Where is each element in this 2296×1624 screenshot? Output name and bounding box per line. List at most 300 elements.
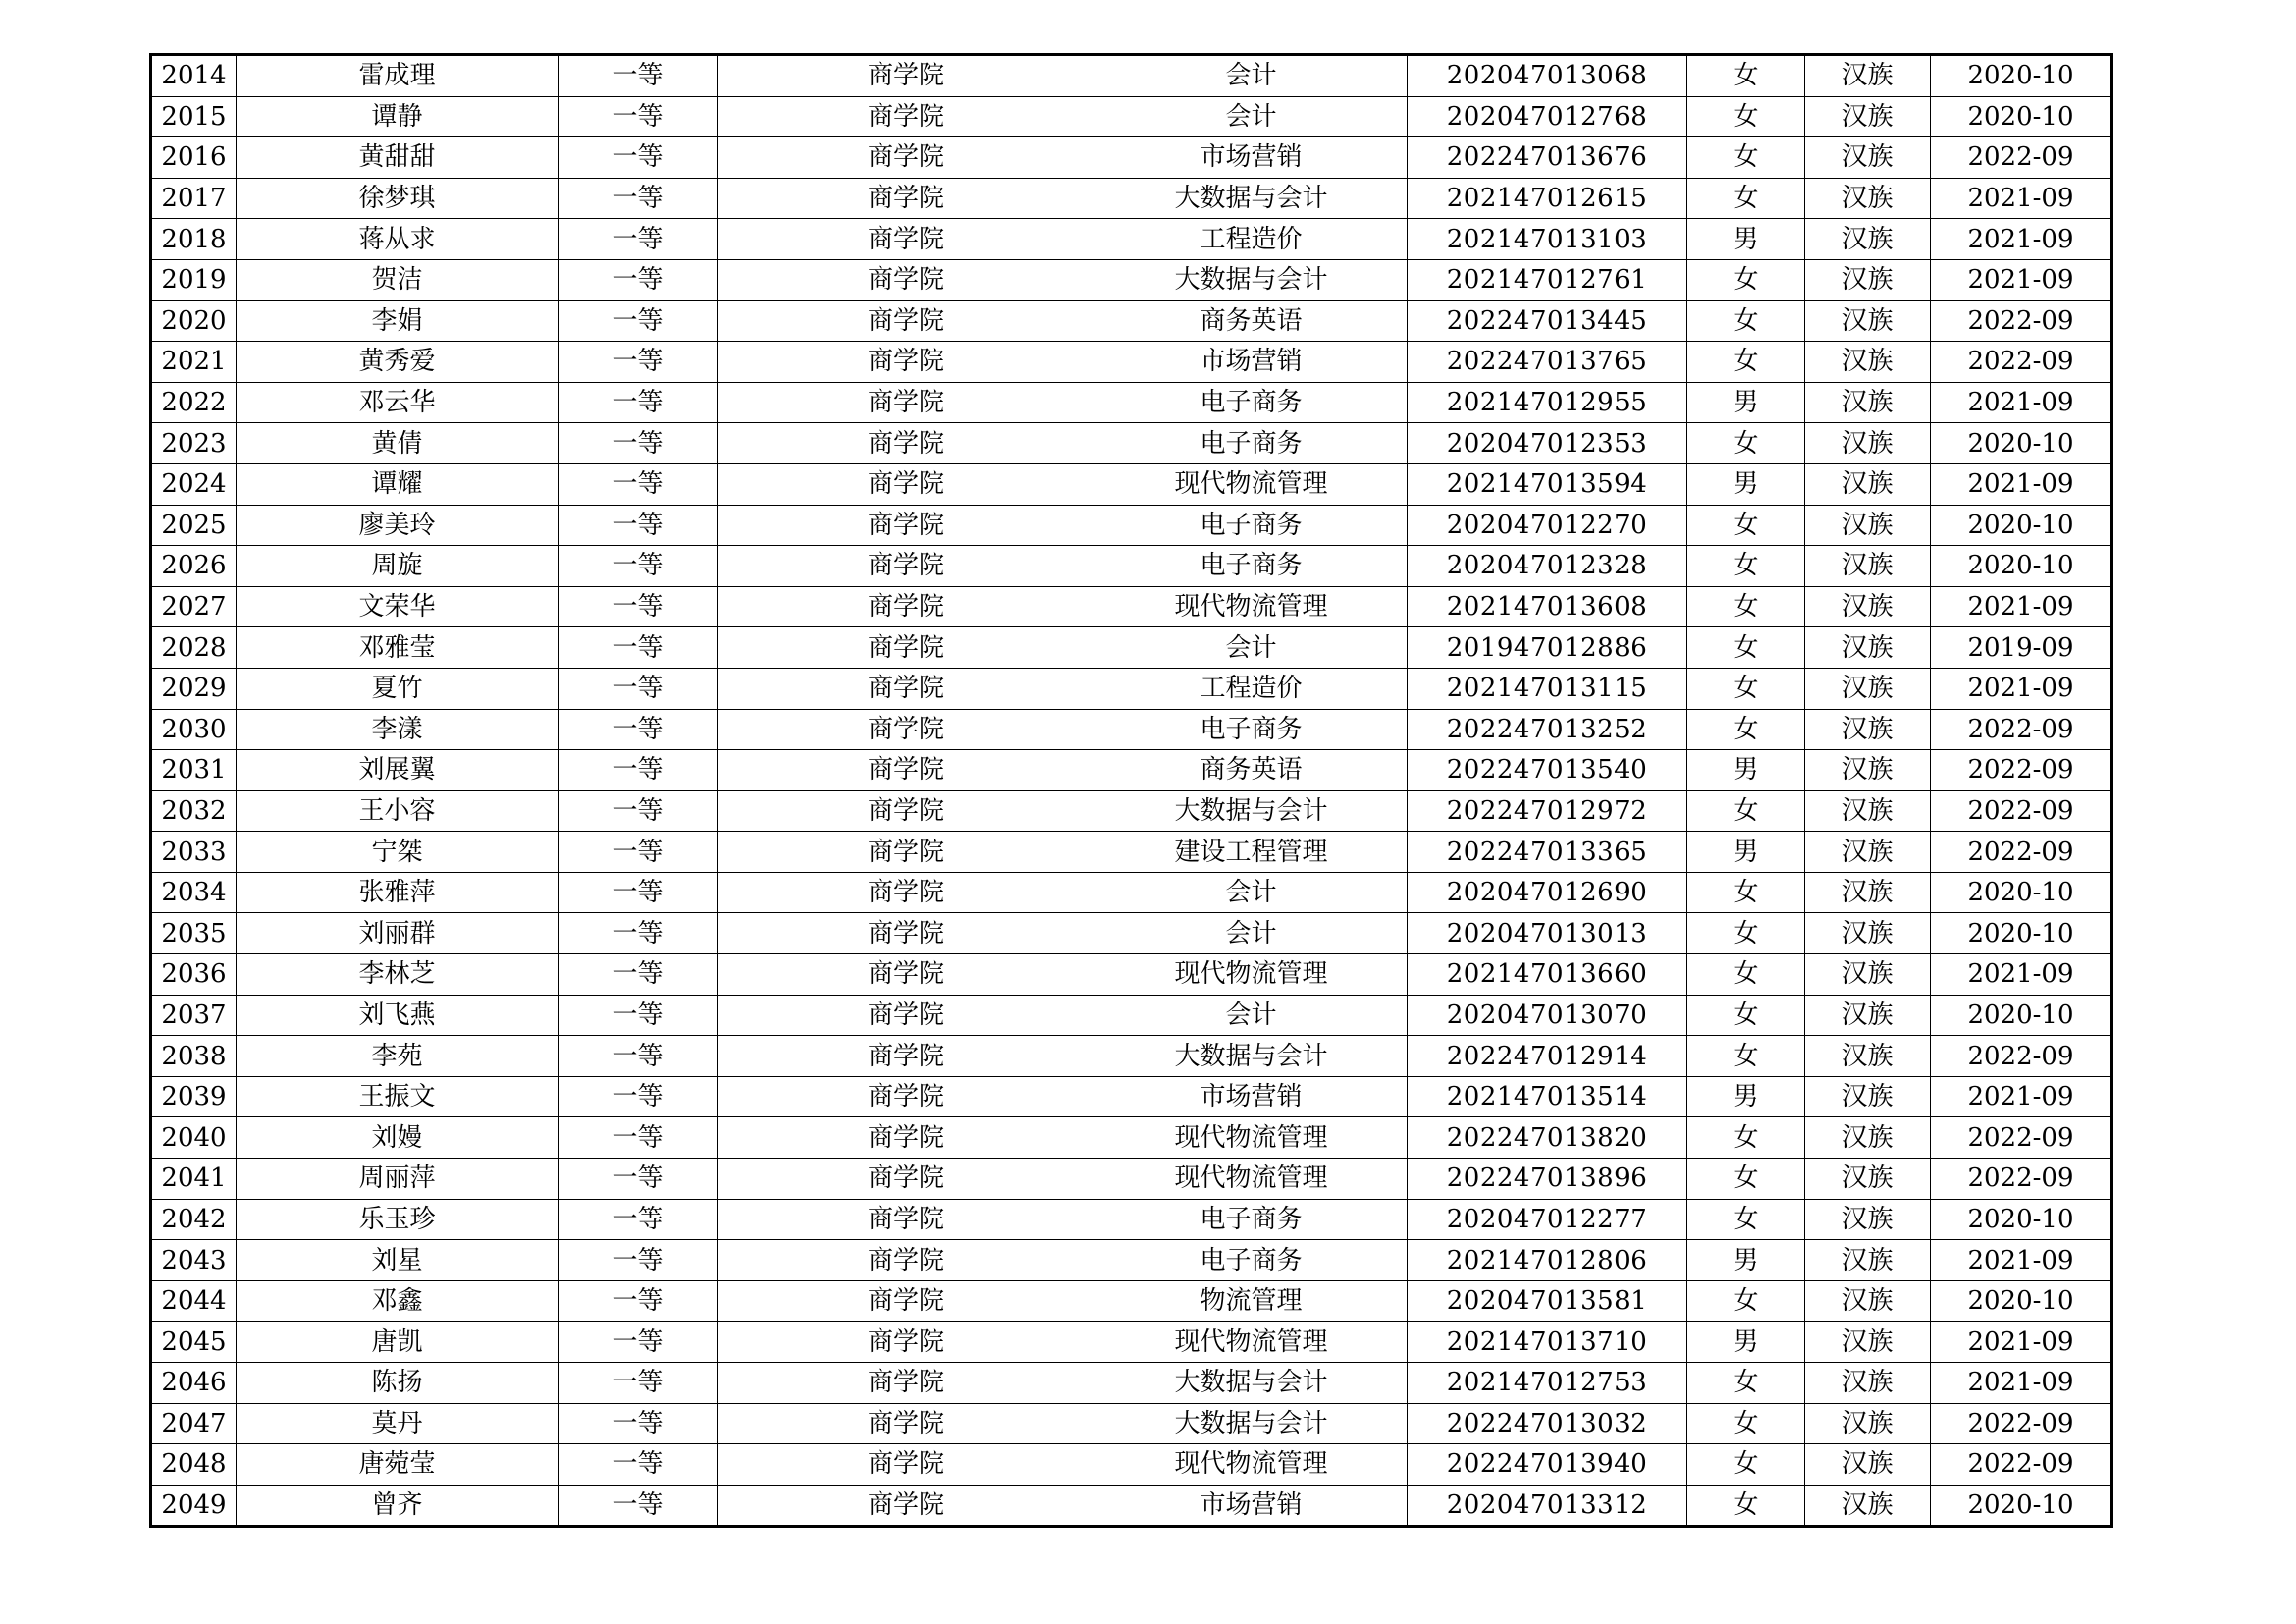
table-row: [151, 1444, 2112, 1486]
gender-cell: 男: [1687, 1322, 1805, 1363]
gender-cell: 男: [1687, 382, 1805, 423]
college-cell: 商学院: [718, 137, 1095, 179]
award-grade-cell: 一等: [559, 1036, 718, 1077]
student-name-cell: 刘星: [237, 1240, 559, 1281]
student-id-cell: 202047013070: [1408, 995, 1687, 1036]
gender-cell: 女: [1687, 995, 1805, 1036]
award-grade-cell: 一等: [559, 178, 718, 219]
table-row: [151, 1280, 2112, 1322]
gender-cell: 女: [1687, 709, 1805, 750]
gender-cell: 女: [1687, 1485, 1805, 1527]
student-name-cell: 谭耀: [237, 463, 559, 505]
major-cell: 建设工程管理: [1095, 832, 1408, 873]
student-id-cell: 202247013365: [1408, 832, 1687, 873]
major-cell: 现代物流管理: [1095, 954, 1408, 996]
gender-cell: 女: [1687, 872, 1805, 913]
student-id-cell: 202247013252: [1408, 709, 1687, 750]
college-cell: 商学院: [718, 463, 1095, 505]
table-row: [151, 342, 2112, 383]
major-cell: 电子商务: [1095, 382, 1408, 423]
enrollment-date-cell: 2022-09: [1931, 342, 2112, 383]
award-grade-cell: 一等: [559, 546, 718, 587]
table-row: [151, 832, 2112, 873]
gender-cell: 女: [1687, 668, 1805, 709]
award-grade-cell: 一等: [559, 750, 718, 791]
gender-cell: 女: [1687, 137, 1805, 179]
student-id-cell: 202047012353: [1408, 423, 1687, 464]
gender-cell: 女: [1687, 586, 1805, 627]
student-name-cell: 唐凯: [237, 1322, 559, 1363]
major-cell: 会计: [1095, 913, 1408, 954]
major-cell: 大数据与会计: [1095, 790, 1408, 832]
award-grade-cell: 一等: [559, 1117, 718, 1159]
major-cell: 现代物流管理: [1095, 463, 1408, 505]
ethnicity-cell: 汉族: [1805, 995, 1931, 1036]
gender-cell: 女: [1687, 1199, 1805, 1240]
row-number-cell: 2028: [151, 627, 237, 669]
ethnicity-cell: 汉族: [1805, 1280, 1931, 1322]
table-row: [151, 463, 2112, 505]
gender-cell: 女: [1687, 546, 1805, 587]
row-number-cell: 2041: [151, 1159, 237, 1200]
student-name-cell: 谭静: [237, 96, 559, 137]
student-id-cell: 202047012270: [1408, 505, 1687, 546]
student-name-cell: 邓云华: [237, 382, 559, 423]
major-cell: 物流管理: [1095, 1280, 1408, 1322]
student-name-cell: 刘嫚: [237, 1117, 559, 1159]
student-id-cell: 202147013594: [1408, 463, 1687, 505]
student-name-cell: 周旋: [237, 546, 559, 587]
award-grade-cell: 一等: [559, 505, 718, 546]
college-cell: 商学院: [718, 832, 1095, 873]
award-grade-cell: 一等: [559, 96, 718, 137]
student-name-cell: 邓鑫: [237, 1280, 559, 1322]
student-id-cell: 202147012761: [1408, 259, 1687, 300]
table-row: [151, 586, 2112, 627]
enrollment-date-cell: 2019-09: [1931, 627, 2112, 669]
award-grade-cell: 一等: [559, 1076, 718, 1117]
gender-cell: 女: [1687, 178, 1805, 219]
major-cell: 大数据与会计: [1095, 178, 1408, 219]
student-id-cell: 202247013765: [1408, 342, 1687, 383]
gender-cell: 女: [1687, 627, 1805, 669]
student-name-cell: 莫丹: [237, 1403, 559, 1444]
enrollment-date-cell: 2021-09: [1931, 382, 2112, 423]
college-cell: 商学院: [718, 96, 1095, 137]
table-row: [151, 954, 2112, 996]
student-name-cell: 张雅萍: [237, 872, 559, 913]
award-grade-cell: 一等: [559, 1280, 718, 1322]
gender-cell: 男: [1687, 832, 1805, 873]
student-name-cell: 黄倩: [237, 423, 559, 464]
row-number-cell: 2025: [151, 505, 237, 546]
major-cell: 市场营销: [1095, 1485, 1408, 1527]
student-id-cell: 202047012768: [1408, 96, 1687, 137]
roster-table-body: [151, 55, 2112, 1527]
award-grade-cell: 一等: [559, 1444, 718, 1486]
row-number-cell: 2047: [151, 1403, 237, 1444]
table-row: [151, 913, 2112, 954]
enrollment-date-cell: 2021-09: [1931, 954, 2112, 996]
gender-cell: 女: [1687, 1117, 1805, 1159]
major-cell: 会计: [1095, 872, 1408, 913]
ethnicity-cell: 汉族: [1805, 1485, 1931, 1527]
table-row: [151, 96, 2112, 137]
ethnicity-cell: 汉族: [1805, 913, 1931, 954]
enrollment-date-cell: 2021-09: [1931, 668, 2112, 709]
enrollment-date-cell: 2022-09: [1931, 1036, 2112, 1077]
table-row: [151, 1036, 2112, 1077]
award-grade-cell: 一等: [559, 709, 718, 750]
college-cell: 商学院: [718, 790, 1095, 832]
enrollment-date-cell: 2020-10: [1931, 423, 2112, 464]
row-number-cell: 2036: [151, 954, 237, 996]
major-cell: 会计: [1095, 96, 1408, 137]
major-cell: 市场营销: [1095, 1076, 1408, 1117]
enrollment-date-cell: 2020-10: [1931, 55, 2112, 97]
table-row: [151, 546, 2112, 587]
college-cell: 商学院: [718, 1485, 1095, 1527]
table-row: [151, 750, 2112, 791]
award-grade-cell: 一等: [559, 954, 718, 996]
table-row: [151, 300, 2112, 342]
enrollment-date-cell: 2022-09: [1931, 1159, 2112, 1200]
student-name-cell: 曾齐: [237, 1485, 559, 1527]
major-cell: 工程造价: [1095, 219, 1408, 260]
major-cell: 电子商务: [1095, 1240, 1408, 1281]
ethnicity-cell: 汉族: [1805, 505, 1931, 546]
major-cell: 电子商务: [1095, 709, 1408, 750]
ethnicity-cell: 汉族: [1805, 1322, 1931, 1363]
award-grade-cell: 一等: [559, 1403, 718, 1444]
row-number-cell: 2019: [151, 259, 237, 300]
college-cell: 商学院: [718, 1240, 1095, 1281]
college-cell: 商学院: [718, 259, 1095, 300]
table-row: [151, 219, 2112, 260]
ethnicity-cell: 汉族: [1805, 627, 1931, 669]
enrollment-date-cell: 2020-10: [1931, 96, 2112, 137]
ethnicity-cell: 汉族: [1805, 790, 1931, 832]
gender-cell: 女: [1687, 1036, 1805, 1077]
ethnicity-cell: 汉族: [1805, 546, 1931, 587]
college-cell: 商学院: [718, 1280, 1095, 1322]
table-row: [151, 1485, 2112, 1527]
student-name-cell: 唐菀莹: [237, 1444, 559, 1486]
college-cell: 商学院: [718, 709, 1095, 750]
row-number-cell: 2032: [151, 790, 237, 832]
college-cell: 商学院: [718, 913, 1095, 954]
student-id-cell: 202147013608: [1408, 586, 1687, 627]
row-number-cell: 2035: [151, 913, 237, 954]
gender-cell: 女: [1687, 342, 1805, 383]
ethnicity-cell: 汉族: [1805, 1363, 1931, 1404]
major-cell: 现代物流管理: [1095, 1117, 1408, 1159]
gender-cell: 女: [1687, 505, 1805, 546]
ethnicity-cell: 汉族: [1805, 1159, 1931, 1200]
ethnicity-cell: 汉族: [1805, 1240, 1931, 1281]
college-cell: 商学院: [718, 1403, 1095, 1444]
award-grade-cell: 一等: [559, 259, 718, 300]
gender-cell: 男: [1687, 463, 1805, 505]
award-grade-cell: 一等: [559, 342, 718, 383]
major-cell: 现代物流管理: [1095, 586, 1408, 627]
college-cell: 商学院: [718, 505, 1095, 546]
student-name-cell: 刘丽群: [237, 913, 559, 954]
college-cell: 商学院: [718, 382, 1095, 423]
row-number-cell: 2046: [151, 1363, 237, 1404]
student-name-cell: 王振文: [237, 1076, 559, 1117]
college-cell: 商学院: [718, 219, 1095, 260]
major-cell: 大数据与会计: [1095, 1403, 1408, 1444]
student-name-cell: 刘展翼: [237, 750, 559, 791]
table-row: [151, 995, 2112, 1036]
table-row: [151, 505, 2112, 546]
award-grade-cell: 一等: [559, 300, 718, 342]
major-cell: 商务英语: [1095, 300, 1408, 342]
ethnicity-cell: 汉族: [1805, 872, 1931, 913]
row-number-cell: 2043: [151, 1240, 237, 1281]
college-cell: 商学院: [718, 954, 1095, 996]
enrollment-date-cell: 2020-10: [1931, 505, 2112, 546]
student-id-cell: 202247013032: [1408, 1403, 1687, 1444]
gender-cell: 女: [1687, 1444, 1805, 1486]
table-row: [151, 1117, 2112, 1159]
table-row: [151, 382, 2112, 423]
gender-cell: 男: [1687, 750, 1805, 791]
major-cell: 电子商务: [1095, 546, 1408, 587]
row-number-cell: 2031: [151, 750, 237, 791]
student-id-cell: 202047013068: [1408, 55, 1687, 97]
college-cell: 商学院: [718, 872, 1095, 913]
award-grade-cell: 一等: [559, 1159, 718, 1200]
ethnicity-cell: 汉族: [1805, 1444, 1931, 1486]
table-row: [151, 1199, 2112, 1240]
enrollment-date-cell: 2020-10: [1931, 913, 2112, 954]
gender-cell: 女: [1687, 913, 1805, 954]
student-name-cell: 邓雅莹: [237, 627, 559, 669]
major-cell: 会计: [1095, 995, 1408, 1036]
enrollment-date-cell: 2021-09: [1931, 178, 2112, 219]
gender-cell: 女: [1687, 96, 1805, 137]
student-name-cell: 廖美玲: [237, 505, 559, 546]
award-grade-cell: 一等: [559, 137, 718, 179]
row-number-cell: 2048: [151, 1444, 237, 1486]
award-grade-cell: 一等: [559, 1199, 718, 1240]
ethnicity-cell: 汉族: [1805, 463, 1931, 505]
enrollment-date-cell: 2022-09: [1931, 1444, 2112, 1486]
enrollment-date-cell: 2020-10: [1931, 1280, 2112, 1322]
college-cell: 商学院: [718, 1322, 1095, 1363]
ethnicity-cell: 汉族: [1805, 1403, 1931, 1444]
college-cell: 商学院: [718, 1159, 1095, 1200]
award-grade-cell: 一等: [559, 1322, 718, 1363]
award-grade-cell: 一等: [559, 832, 718, 873]
gender-cell: 男: [1687, 1240, 1805, 1281]
student-id-cell: 202047013013: [1408, 913, 1687, 954]
award-grade-cell: 一等: [559, 872, 718, 913]
major-cell: 大数据与会计: [1095, 1036, 1408, 1077]
award-grade-cell: 一等: [559, 586, 718, 627]
award-grade-cell: 一等: [559, 1240, 718, 1281]
table-row: [151, 259, 2112, 300]
award-grade-cell: 一等: [559, 1485, 718, 1527]
student-id-cell: 202047012690: [1408, 872, 1687, 913]
award-grade-cell: 一等: [559, 913, 718, 954]
ethnicity-cell: 汉族: [1805, 1117, 1931, 1159]
student-name-cell: 徐梦琪: [237, 178, 559, 219]
enrollment-date-cell: 2022-09: [1931, 137, 2112, 179]
student-name-cell: 李娟: [237, 300, 559, 342]
table-row: [151, 627, 2112, 669]
row-number-cell: 2042: [151, 1199, 237, 1240]
college-cell: 商学院: [718, 1444, 1095, 1486]
college-cell: 商学院: [718, 586, 1095, 627]
student-id-cell: 202147013710: [1408, 1322, 1687, 1363]
student-id-cell: 202147013514: [1408, 1076, 1687, 1117]
major-cell: 现代物流管理: [1095, 1444, 1408, 1486]
row-number-cell: 2040: [151, 1117, 237, 1159]
gender-cell: 女: [1687, 1363, 1805, 1404]
major-cell: 工程造价: [1095, 668, 1408, 709]
gender-cell: 女: [1687, 954, 1805, 996]
enrollment-date-cell: 2021-09: [1931, 219, 2112, 260]
scholarship-roster-table: [149, 53, 2113, 1528]
row-number-cell: 2038: [151, 1036, 237, 1077]
college-cell: 商学院: [718, 668, 1095, 709]
enrollment-date-cell: 2022-09: [1931, 750, 2112, 791]
gender-cell: 女: [1687, 55, 1805, 97]
award-grade-cell: 一等: [559, 219, 718, 260]
enrollment-date-cell: 2021-09: [1931, 586, 2112, 627]
major-cell: 现代物流管理: [1095, 1159, 1408, 1200]
table-row: [151, 1363, 2112, 1404]
student-name-cell: 贺洁: [237, 259, 559, 300]
ethnicity-cell: 汉族: [1805, 586, 1931, 627]
ethnicity-cell: 汉族: [1805, 178, 1931, 219]
table-row: [151, 872, 2112, 913]
ethnicity-cell: 汉族: [1805, 668, 1931, 709]
major-cell: 会计: [1095, 55, 1408, 97]
table-row: [151, 1076, 2112, 1117]
enrollment-date-cell: 2020-10: [1931, 546, 2112, 587]
student-id-cell: 202147012955: [1408, 382, 1687, 423]
college-cell: 商学院: [718, 1363, 1095, 1404]
ethnicity-cell: 汉族: [1805, 1076, 1931, 1117]
award-grade-cell: 一等: [559, 790, 718, 832]
row-number-cell: 2014: [151, 55, 237, 97]
row-number-cell: 2033: [151, 832, 237, 873]
student-name-cell: 宁桀: [237, 832, 559, 873]
award-grade-cell: 一等: [559, 668, 718, 709]
student-id-cell: 202247012914: [1408, 1036, 1687, 1077]
student-id-cell: 201947012886: [1408, 627, 1687, 669]
student-name-cell: 乐玉珍: [237, 1199, 559, 1240]
ethnicity-cell: 汉族: [1805, 259, 1931, 300]
college-cell: 商学院: [718, 1036, 1095, 1077]
row-number-cell: 2022: [151, 382, 237, 423]
major-cell: 市场营销: [1095, 137, 1408, 179]
student-id-cell: 202147013115: [1408, 668, 1687, 709]
award-grade-cell: 一等: [559, 463, 718, 505]
ethnicity-cell: 汉族: [1805, 750, 1931, 791]
student-id-cell: 202047012277: [1408, 1199, 1687, 1240]
major-cell: 商务英语: [1095, 750, 1408, 791]
student-name-cell: 李林芝: [237, 954, 559, 996]
row-number-cell: 2021: [151, 342, 237, 383]
student-id-cell: 202247013896: [1408, 1159, 1687, 1200]
gender-cell: 女: [1687, 1159, 1805, 1200]
enrollment-date-cell: 2021-09: [1931, 1240, 2112, 1281]
college-cell: 商学院: [718, 1117, 1095, 1159]
enrollment-date-cell: 2022-09: [1931, 709, 2112, 750]
row-number-cell: 2030: [151, 709, 237, 750]
gender-cell: 女: [1687, 300, 1805, 342]
row-number-cell: 2039: [151, 1076, 237, 1117]
table-row: [151, 790, 2112, 832]
table-row: [151, 1403, 2112, 1444]
major-cell: 电子商务: [1095, 505, 1408, 546]
row-number-cell: 2049: [151, 1485, 237, 1527]
ethnicity-cell: 汉族: [1805, 1199, 1931, 1240]
student-id-cell: 202047013312: [1408, 1485, 1687, 1527]
major-cell: 电子商务: [1095, 1199, 1408, 1240]
ethnicity-cell: 汉族: [1805, 709, 1931, 750]
table-row: [151, 137, 2112, 179]
award-grade-cell: 一等: [559, 627, 718, 669]
award-grade-cell: 一等: [559, 995, 718, 1036]
award-grade-cell: 一等: [559, 423, 718, 464]
college-cell: 商学院: [718, 1199, 1095, 1240]
row-number-cell: 2017: [151, 178, 237, 219]
ethnicity-cell: 汉族: [1805, 382, 1931, 423]
row-number-cell: 2018: [151, 219, 237, 260]
student-name-cell: 王小容: [237, 790, 559, 832]
row-number-cell: 2020: [151, 300, 237, 342]
enrollment-date-cell: 2020-10: [1931, 1485, 2112, 1527]
student-name-cell: 蒋从求: [237, 219, 559, 260]
student-id-cell: 202247013445: [1408, 300, 1687, 342]
row-number-cell: 2027: [151, 586, 237, 627]
ethnicity-cell: 汉族: [1805, 137, 1931, 179]
student-name-cell: 夏竹: [237, 668, 559, 709]
gender-cell: 男: [1687, 219, 1805, 260]
ethnicity-cell: 汉族: [1805, 1036, 1931, 1077]
student-id-cell: 202147013660: [1408, 954, 1687, 996]
student-id-cell: 202047013581: [1408, 1280, 1687, 1322]
row-number-cell: 2044: [151, 1280, 237, 1322]
table-row: [151, 423, 2112, 464]
student-name-cell: 文荣华: [237, 586, 559, 627]
student-id-cell: 202147012806: [1408, 1240, 1687, 1281]
gender-cell: 女: [1687, 790, 1805, 832]
student-id-cell: 202047012328: [1408, 546, 1687, 587]
student-id-cell: 202147012615: [1408, 178, 1687, 219]
major-cell: 市场营销: [1095, 342, 1408, 383]
gender-cell: 女: [1687, 1280, 1805, 1322]
enrollment-date-cell: 2022-09: [1931, 790, 2112, 832]
college-cell: 商学院: [718, 995, 1095, 1036]
college-cell: 商学院: [718, 300, 1095, 342]
college-cell: 商学院: [718, 178, 1095, 219]
enrollment-date-cell: 2020-10: [1931, 995, 2112, 1036]
college-cell: 商学院: [718, 546, 1095, 587]
table-row: [151, 1159, 2112, 1200]
award-grade-cell: 一等: [559, 382, 718, 423]
student-id-cell: 202247013540: [1408, 750, 1687, 791]
enrollment-date-cell: 2022-09: [1931, 832, 2112, 873]
enrollment-date-cell: 2021-09: [1931, 259, 2112, 300]
major-cell: 现代物流管理: [1095, 1322, 1408, 1363]
